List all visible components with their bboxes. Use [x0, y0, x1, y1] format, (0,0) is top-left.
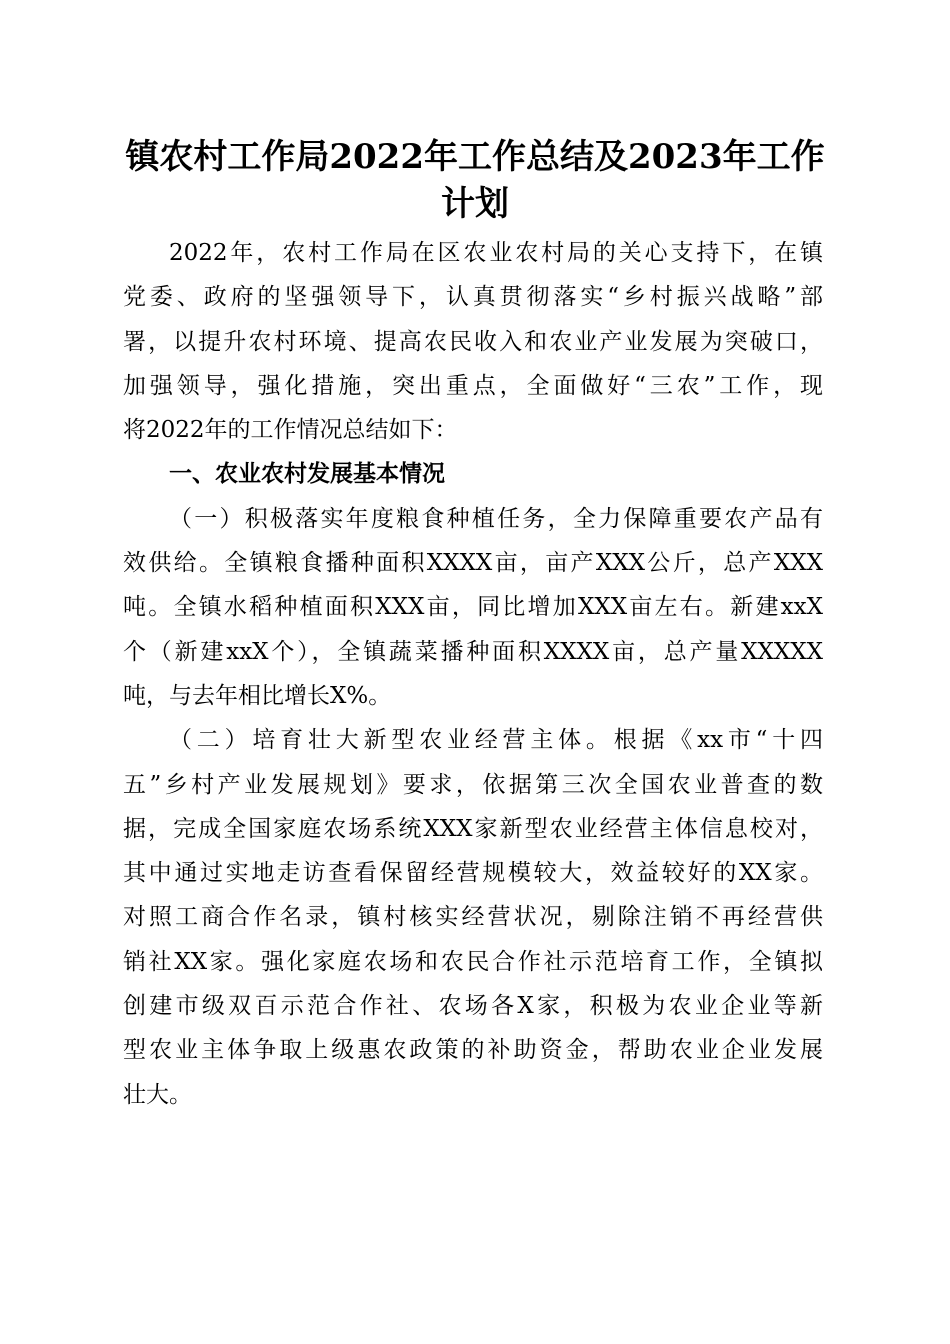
text-line: （二）培育壮大新型农业经营主体。根据《xx市“十四: [169, 727, 823, 754]
text-line: 署，以提升农村环境、提高农民收入和农业产业发展为突破口，: [123, 328, 823, 355]
text-line: 效供给。全镇粮食播种面积XXXX亩，亩产XXX公斤，总产XXX: [123, 550, 823, 577]
text-line: 销社XX家。强化家庭农场和农民合作社示范培育工作，全镇拟: [123, 948, 823, 975]
text-line: 五”乡村产业发展规划》要求，依据第三次全国农业普查的数: [123, 771, 823, 798]
text-line: 吨，与去年相比增长X%。: [123, 682, 392, 709]
text-line: 2022年，农村工作局在区农业农村局的关心支持下，在镇: [169, 240, 823, 266]
paragraph: [123, 231, 823, 452]
text-line: 加强领导，强化措施，突出重点，全面做好“三农”工作，现: [123, 372, 823, 399]
text-line: 其中通过实地走访查看保留经营规模较大，效益较好的XX家。: [123, 860, 823, 887]
text-line: 个（新建xxX个），全镇蔬菜播种面积XXXX亩，总产量XXXXX: [123, 638, 823, 665]
document-body: [123, 231, 823, 1117]
paragraph: [123, 718, 823, 1117]
text-line: 据，完成全国家庭农场系统XXX家新型农业经营主体信息校对，: [123, 815, 823, 842]
text-line: 型农业主体争取上级惠农政策的补助资金，帮助农业企业发展: [123, 1037, 823, 1064]
document-title: [100, 134, 850, 228]
title-line: 镇农村工作局2022年工作总结及2023年工作: [125, 137, 825, 177]
text-line: （一）积极落实年度粮食种植任务，全力保障重要农产品有: [169, 505, 823, 532]
text-line: 将2022年的工作情况总结如下：: [123, 417, 458, 444]
text-line: 一、农业农村发展基本情况: [169, 461, 445, 488]
title-line: 计划: [441, 184, 509, 224]
text-line: 创建市级双百示范合作社、农场各X家，积极为农业企业等新: [123, 993, 823, 1020]
text-line: 壮大。: [123, 1081, 192, 1108]
text-line: 党委、政府的坚强领导下，认真贯彻落实“乡村振兴战略”部: [123, 284, 823, 311]
paragraph: [123, 497, 823, 718]
text-line: 吨。全镇水稻种植面积XXX亩，同比增加XXX亩左右。新建xxX: [123, 594, 823, 621]
section-heading: [123, 452, 823, 496]
text-line: 对照工商合作名录，镇村核实经营状况，剔除注销不再经营供: [123, 904, 823, 931]
